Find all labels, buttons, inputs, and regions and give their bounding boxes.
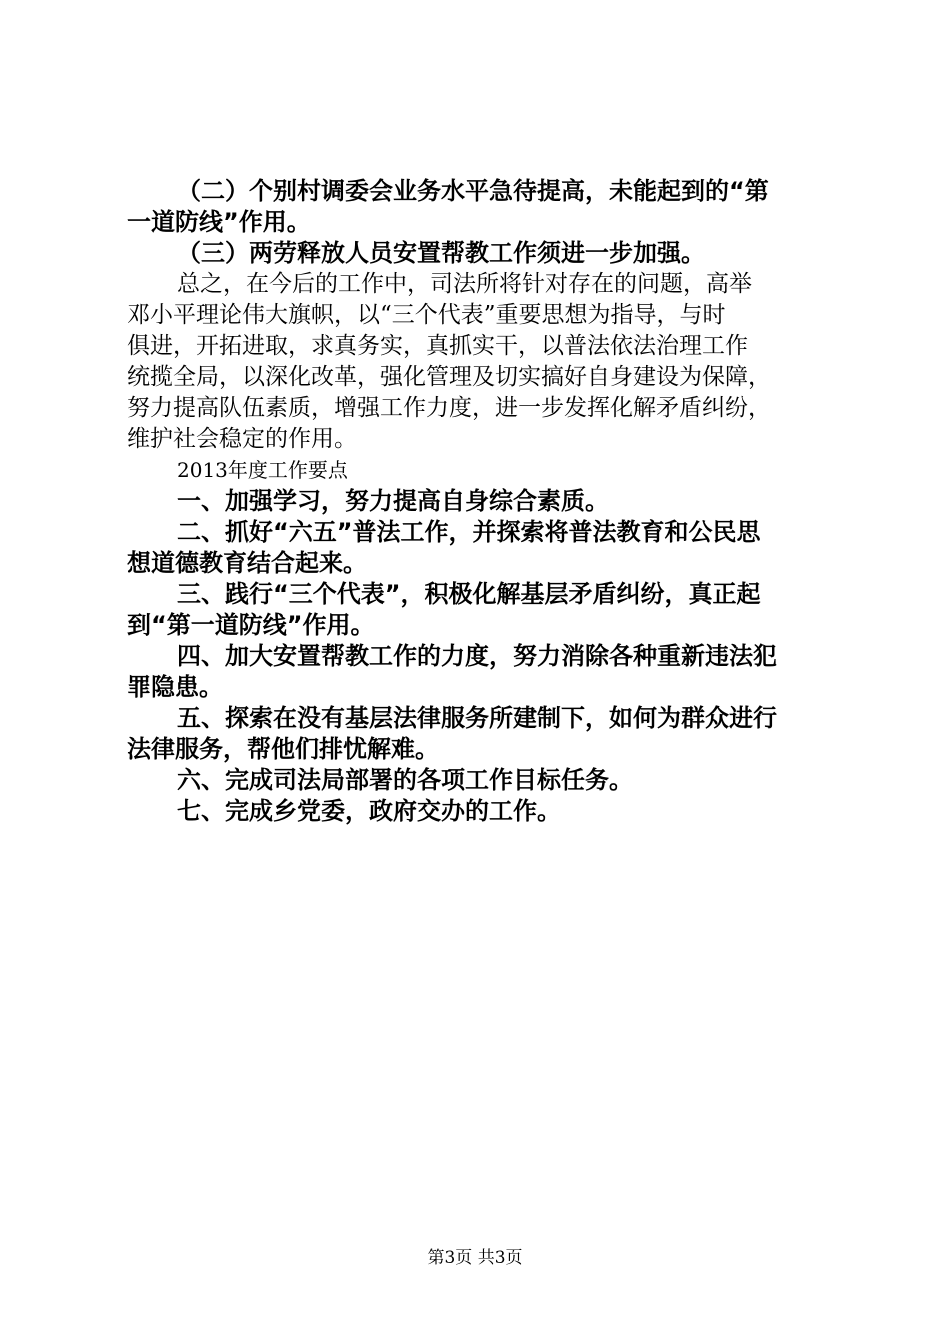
list-item bbox=[127, 796, 833, 827]
text-line: 罪隐患。 bbox=[127, 673, 223, 701]
text-line: 想道德教育结合起来。 bbox=[127, 549, 367, 577]
text-line: 维护社会稳定的作用。 bbox=[127, 426, 357, 452]
document-body bbox=[127, 176, 833, 827]
text-line: 邓小平理论伟大旗帜，以“三个代表”重要思想为指导，与时 bbox=[127, 302, 726, 328]
text-line: 四、加大安置帮教工作的力度，努力消除各种重新违法犯 bbox=[177, 642, 777, 670]
list-item bbox=[127, 517, 833, 579]
paragraph bbox=[127, 269, 833, 455]
paragraph bbox=[127, 455, 833, 486]
text-line: （三）两劳释放人员安置帮教工作须进一步加强。 bbox=[177, 239, 705, 267]
text-line: 五、探索在没有基层法律服务所建制下，如何为群众进行 bbox=[177, 704, 777, 732]
text-line: 总之，在今后的工作中，司法所将针对存在的问题，高举 bbox=[177, 271, 752, 297]
list-item bbox=[127, 703, 833, 765]
text-line: 二、抓好“六五”普法工作，并探索将普法教育和公民思 bbox=[177, 518, 761, 546]
text-line: 一道防线”作用。 bbox=[127, 208, 311, 236]
list-item bbox=[127, 765, 833, 796]
text-line: 六、完成司法局部署的各项工作目标任务。 bbox=[177, 766, 633, 794]
text-line: 法律服务，帮他们排忧解难。 bbox=[127, 735, 439, 763]
text-line: 统揽全局，以深化改革，强化管理及切实搞好自身建设为保障， bbox=[127, 364, 771, 390]
paragraph bbox=[127, 176, 833, 238]
text-line: 一、加强学习，努力提高自身综合素质。 bbox=[177, 487, 609, 515]
paragraph bbox=[127, 238, 833, 269]
text-line: （二）个别村调委会业务水平急待提高，未能起到的“第 bbox=[177, 177, 769, 205]
page-footer: 第3页 共3页 bbox=[427, 1248, 523, 1268]
list-item bbox=[127, 486, 833, 517]
text-line: 努力提高队伍素质，增强工作力度，进一步发挥化解矛盾纠纷， bbox=[127, 395, 771, 421]
text-line: 七、完成乡党委，政府交办的工作。 bbox=[177, 797, 561, 825]
text-line: 俱进，开拓进取，求真务实，真抓实干，以普法依法治理工作 bbox=[127, 333, 748, 359]
list-item bbox=[127, 579, 833, 641]
text-line: 到“第一道防线”作用。 bbox=[127, 611, 375, 639]
text-line: 三、践行“三个代表”，积极化解基层矛盾纠纷，真正起 bbox=[177, 580, 761, 608]
list-item bbox=[127, 641, 833, 703]
section-heading: 2013年度工作要点 bbox=[177, 458, 348, 482]
